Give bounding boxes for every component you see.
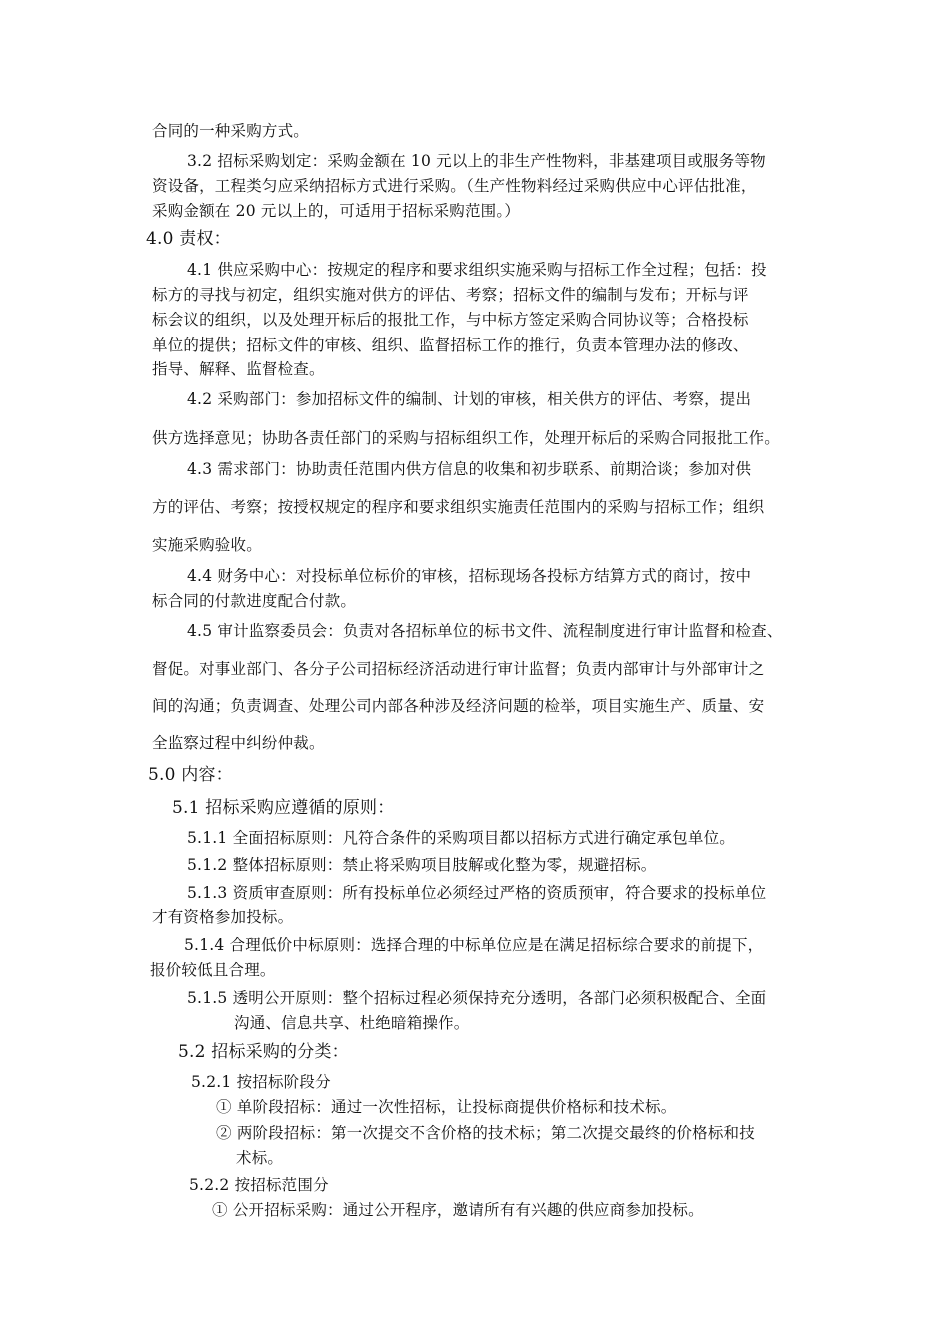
text-line: 4.2 采购部门：参加招标文件的编制、计划的审核，相关供方的评估、考察，提出	[187, 390, 752, 408]
text-line: 方的评估、考察；按授权规定的程序和要求组织实施责任范围内的采购与招标工作；组织	[152, 498, 765, 516]
text-line: 指导、解释、监督检查。	[152, 360, 325, 378]
text-line: 5.1.5 透明公开原则：整个招标过程必须保持充分透明，各部门必须积极配合、全面	[187, 989, 767, 1007]
subsection-heading: 5.2 招标采购的分类：	[178, 1042, 349, 1062]
text-line: 实施采购验收。	[152, 536, 262, 554]
text-line: 合同的一种采购方式。	[152, 122, 310, 140]
section-heading: 4.0 责权：	[146, 229, 231, 249]
text-line: 4.1 供应采购中心：按规定的程序和要求组织实施采购与招标工作全过程；包括：投	[187, 261, 767, 279]
text-line: 标合同的付款进度配合付款。	[152, 592, 357, 610]
subsection-heading: 5.1 招标采购应遵循的原则：	[172, 798, 395, 818]
section-heading: 5.0 内容：	[148, 765, 233, 785]
text-line: 5.2.1 按招标阶段分	[191, 1073, 331, 1091]
text-line: 术标。	[236, 1149, 284, 1167]
text-line: 资设备，工程类匀应采纳招标方式进行采购。（生产性物料经过采购供应中心评估批准，	[152, 177, 757, 195]
text-line: 沟通、信息共享、杜绝暗箱操作。	[234, 1014, 470, 1032]
text-line: 供方选择意见；协助各责任部门的采购与招标组织工作，处理开标后的采购合同报批工作。	[152, 429, 781, 447]
list-item: ① 单阶段招标：通过一次性招标，让投标商提供价格标和技术标。	[216, 1098, 677, 1116]
text-line: 3.2 招标采购划定：采购金额在 10 元以上的非生产性物料，非基建项目或服务等物	[187, 152, 766, 170]
text-line: 标会议的组织，以及处理开标后的报批工作，与中标方签定采购合同协议等；合格投标	[152, 311, 749, 329]
text-line: 5.1.2 整体招标原则：禁止将采购项目肢解或化整为零，规避招标。	[187, 856, 657, 874]
text-line: 5.1.1 全面招标原则：凡符合条件的采购项目都以招标方式进行确定承包单位。	[187, 829, 735, 847]
text-line: 报价较低且合理。	[150, 961, 276, 979]
text-line: 5.1.3 资质审查原则：所有投标单位必须经过严格的资质预审，符合要求的投标单位	[187, 884, 767, 902]
text-line: 全监察过程中纠纷仲裁。	[152, 734, 325, 752]
text-line: 才有资格参加投标。	[152, 908, 294, 926]
text-line: 5.1.4 合理低价中标原则：选择合理的中标单位应是在满足招标综合要求的前提下，	[184, 936, 764, 954]
text-line: 采购金额在 20 元以上的，可适用于招标采购范围。）	[152, 202, 521, 220]
text-line: 标方的寻找与初定，组织实施对供方的评估、考察；招标文件的编制与发布；开标与评	[152, 286, 749, 304]
text-line: 督促。对事业部门、各分子公司招标经济活动进行审计监督；负责内部审计与外部审计之	[152, 660, 765, 678]
text-line: 间的沟通；负责调查、处理公司内部各种涉及经济问题的检举，项目实施生产、质量、安	[152, 697, 765, 715]
text-line: 单位的提供；招标文件的审核、组织、监督招标工作的推行，负责本管理办法的修改、	[152, 336, 749, 354]
list-item: ① 公开招标采购：通过公开程序，邀请所有有兴趣的供应商参加投标。	[212, 1201, 704, 1219]
text-line: 4.4 财务中心：对投标单位标价的审核，招标现场各投标方结算方式的商讨，按中	[187, 567, 752, 585]
text-line: 5.2.2 按招标范围分	[189, 1176, 329, 1194]
list-item: ② 两阶段招标：第一次提交不含价格的技术标；第二次提交最终的价格标和技	[216, 1124, 755, 1142]
text-line: 4.3 需求部门：协助责任范围内供方信息的收集和初步联系、前期洽谈；参加对供	[187, 460, 752, 478]
text-line: 4.5 审计监察委员会：负责对各招标单位的标书文件、流程制度进行审计监督和检查、	[187, 622, 783, 640]
